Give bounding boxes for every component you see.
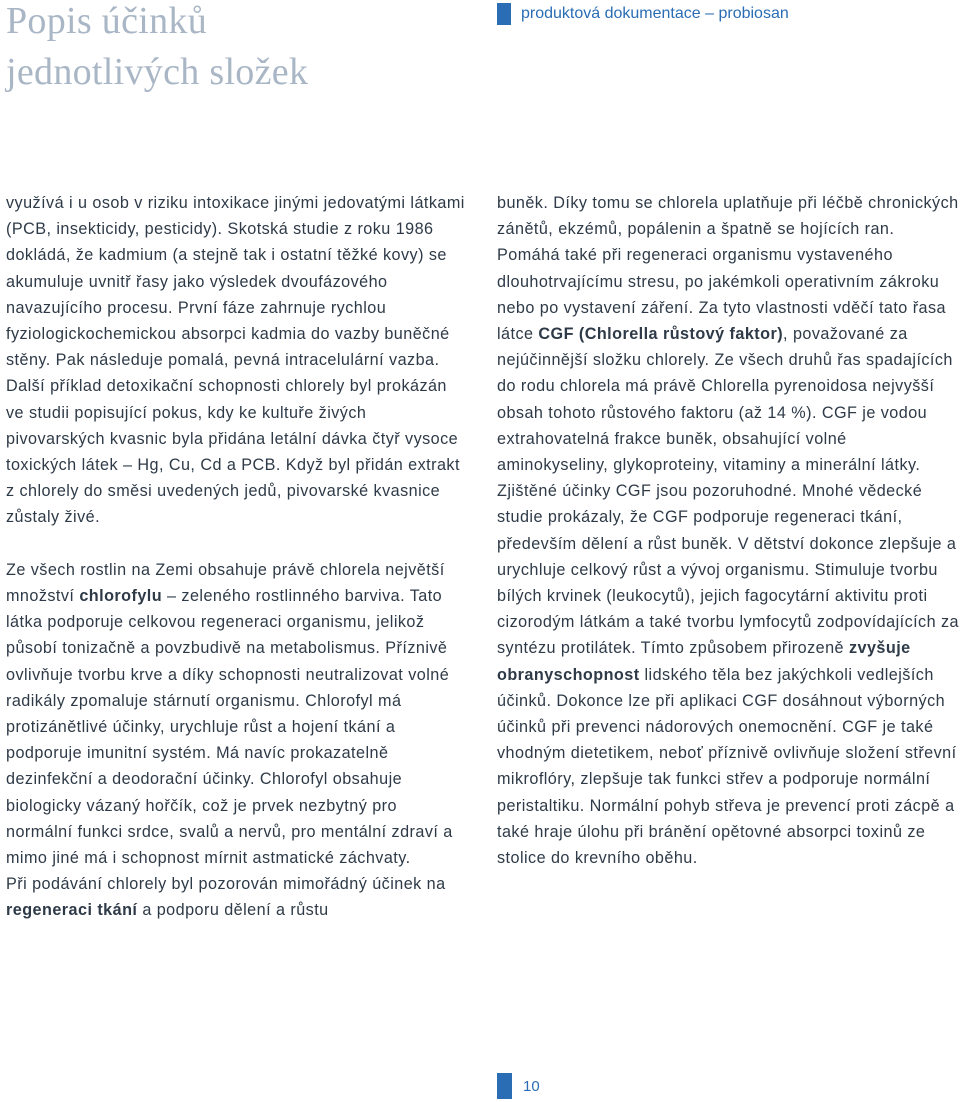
page-title [6, 0, 308, 98]
right-column [497, 190, 959, 871]
accent-bar [497, 3, 511, 25]
chlorofyl-term: chlorofylu [79, 587, 163, 606]
left-column [6, 190, 466, 924]
left-paragraph-1: využívá i u osob v riziku intoxikace jinými jedovatými látkami (PCB, insekticidy, pesticidy). Skotská studie z roku 1986 dokládá, že kadmium (a stejně tak i ostatní těžké kovy) se akumuluje uvnitř řasy jako výsledek dvoufázového navazujícího procesu. První fáze zahrnuje rychlou fyziologickochemickou absorpci kadmia do vazby buněčné stěny. Pak následuje pomalá, pevná intracelulární vazba. Další příklad detoxikační schopnosti chlorely byl prokázán ve studii popisující pokus, kdy ke kultuře živých pivovarských kvasnic byla přidána letální dávka čtyř vysoce toxických látek – Hg, Cu, Cd a PCB. Když byl přidán extrakt z chlorely do směsi uvedených jedů, pivovarské kvasnice zůstaly živé. [6, 194, 465, 527]
page-footer [497, 1073, 540, 1099]
left-paragraph-3-text-c: a podporu dělení a růstu [137, 901, 329, 920]
page-number: 10 [523, 1077, 540, 1095]
page-title-line1: Popis účinků [6, 0, 208, 42]
right-paragraph-2-text-c: lidského těla bez jakýchkoli vedlejších účinků. Dokonce lze při aplikaci CGF dosáhnout výborných účinků při prevenci nádorových onemocnění. CGF je také vhodným dietetikem, neboť příznivě ovlivňuje složení střevní mikroflóry, zlepšuje tak funkci střev a podporuje normální peristaltiku. Normální pohyb střeva je prevencí proti zácpě a také hraje úlohu při bránění opětovné absorpci toxinů ze stolice do krevního oběhu. [497, 665, 957, 868]
left-paragraph-2 [6, 557, 466, 871]
right-paragraph-1-text-a: buněk. Díky tomu se chlorela uplatňuje při léčbě chronických zánětů, ekzémů, popálenin a špatně se hojících ran. Pomáhá také při regeneraci organismu vystaveného dlouhotrvajícímu stresu, po jakémkoli operativním zákroku nebo po vystavení záření. Za tyto vlastnosti vděčí tato řasa látce [497, 194, 959, 344]
right-paragraph-1 [497, 190, 959, 478]
right-paragraph-2-text-a: Zjištěné účinky CGF jsou pozoruhodné. Mnohé vědecké studie prokázaly, že CGF podporuje regeneraci tkání, především dělení a růst buněk. V dětství dokonce zlepšuje a urychluje celkový růst a vývoj organismu. Stimuluje tvorbu bílých krvinek (leukocytů), jejich fagocytární aktivitu proti cizorodým látkám a také tvorbu lymfocytů zodpovídajících za syntézu protilátek. Tímto způsobem přirozeně [497, 482, 959, 658]
document-label [497, 3, 789, 25]
right-paragraph-2 [497, 478, 959, 871]
left-paragraph-2-text-a: Ze všech rostlin na Zemi obsahuje právě chlorela největší množství [6, 560, 445, 606]
right-paragraph-1-text-c: , považované za nejúčinnější složku chlorely. Ze všech druhů řas spadajících do rodu chlorela má právě Chlorella pyrenoidosa nejvyšší obsah tohoto růstového faktoru (až 14 %). CGF je vodou extrahovatelná frakce buněk, obsahující volné aminokyseliny, glykoproteiny, vitaminy a minerální látky. [497, 325, 953, 475]
cgf-term: CGF (Chlorella růstový faktor) [538, 325, 784, 344]
obranyschopnost-term: zvyšuje obranyschopnost [497, 639, 911, 684]
regenerace-term: regeneraci tkání [6, 901, 138, 920]
left-paragraph-3-text-a: Při podávání chlorely byl pozorován mimořádný účinek na [6, 875, 446, 894]
document-label-text: produktová dokumentace – probiosan [521, 5, 789, 22]
left-paragraph-3 [6, 871, 466, 923]
left-paragraph-2-text-c: – zeleného rostlinného barviva. Tato látka podporuje celkovou regeneraci organismu, jelikož působí tonizačně a povzbudivě na metabolismus. Příznivě ovlivňuje tvorbu krve a díky schopnosti neutralizovat volné radikály zpomaluje stárnutí organismu. Chlorofyl má protizánětlivé účinky, urychluje růst a hojení tkání a podporuje imunitní systém. Má navíc prokazatelně dezinfekční a deodorační účinky. Chlorofyl obsahuje biologicky vázaný hořčík, což je prvek nezbytný pro normální funkci srdce, svalů a nervů, pro mentální zdraví a mimo jiné má i schopnost mírnit astmatické záchvaty. [6, 587, 453, 868]
page-title-line2: jednotlivých složek [6, 51, 309, 93]
footer-accent-bar [497, 1073, 512, 1099]
